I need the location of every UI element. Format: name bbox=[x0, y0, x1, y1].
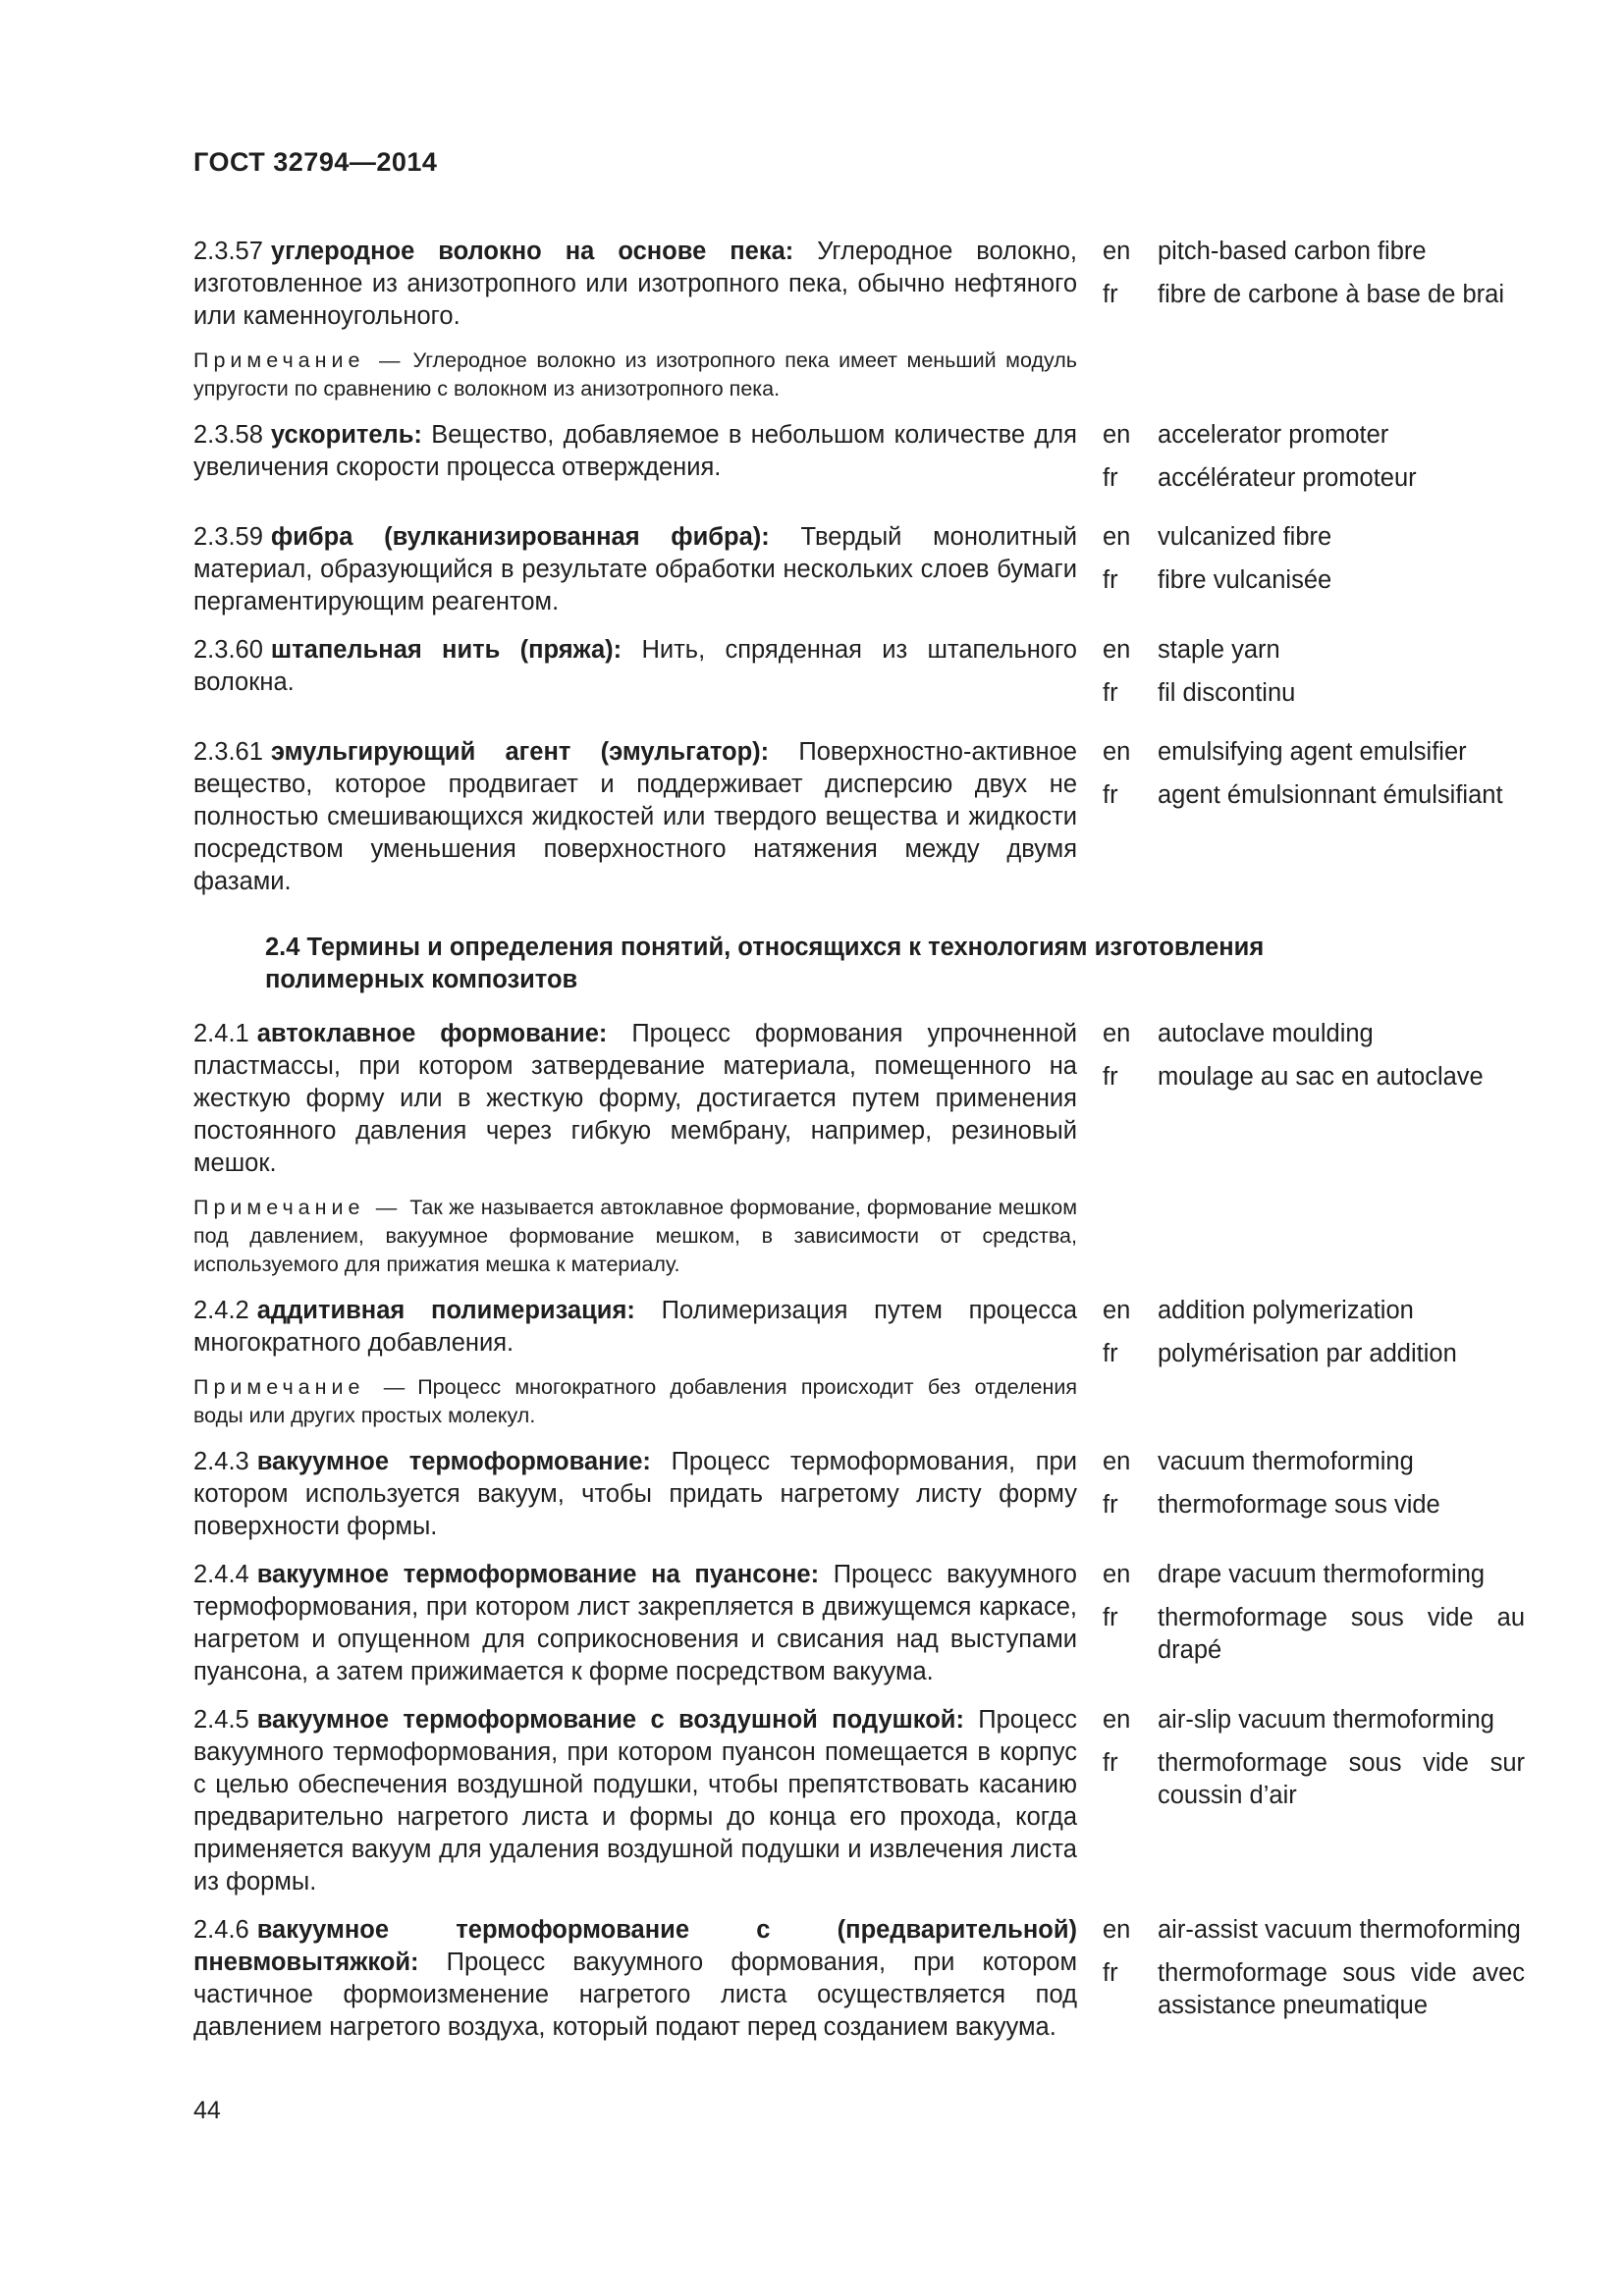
term-number: 2.4.4 bbox=[193, 1561, 249, 1588]
term-entry bbox=[193, 1914, 1529, 2044]
definition-text: Вещество, добавляемое в небольшом количестве для увеличения скорости процесса отверждения. bbox=[193, 421, 1077, 481]
translation-text: addition polymerization bbox=[1158, 1297, 1414, 1324]
translation-row bbox=[1103, 1914, 1525, 1947]
term-name: эмульгирующий агент (эмульгатор): bbox=[270, 738, 770, 766]
translation-row bbox=[1103, 419, 1525, 452]
translation-row bbox=[1103, 1446, 1525, 1478]
language-code: fr bbox=[1103, 464, 1118, 492]
translation-row bbox=[1103, 1602, 1525, 1667]
term-number: 2.3.59 bbox=[193, 523, 263, 551]
definition-paragraph bbox=[193, 1704, 1077, 1898]
term-name: углеродное волокно на основе пека: bbox=[270, 238, 794, 265]
translation-text: thermoformage sous vide au drapé bbox=[1158, 1604, 1525, 1664]
term-number: 2.3.57 bbox=[193, 238, 263, 265]
term-note bbox=[193, 347, 1077, 403]
translation-text: polymérisation par addition bbox=[1158, 1340, 1457, 1367]
translations bbox=[1103, 521, 1525, 618]
translation-row bbox=[1103, 1747, 1525, 1812]
translation-text: fibre vulcanisée bbox=[1158, 566, 1332, 594]
translation-row bbox=[1103, 1061, 1525, 1094]
language-code: en bbox=[1103, 1561, 1131, 1588]
term-name: аддитивная полимеризация: bbox=[256, 1297, 635, 1324]
term-definition bbox=[193, 1559, 1077, 1688]
definition-text: Процесс вакуумного термоформования, при котором лист закрепляется в движущемся каркасе, нагретом и опущенном для соприкосновения и свисания над выступами пуансона, а затем прижимается к форме посредством вакуума. bbox=[193, 1561, 1077, 1685]
translation-text: moulage au sac en autoclave bbox=[1158, 1063, 1484, 1091]
term-name: вакуумное термоформование на пуансоне: bbox=[256, 1561, 820, 1588]
term-definition bbox=[193, 1018, 1077, 1279]
section-heading: 2.4 Термины и определения понятий, относящихся к технологиям изготовления полимерных композитов bbox=[265, 934, 1265, 993]
translation-text: thermoformage sous vide sur coussin d’air bbox=[1158, 1749, 1525, 1809]
translation-row bbox=[1103, 736, 1525, 769]
language-code: en bbox=[1103, 1706, 1131, 1734]
term-definition bbox=[193, 736, 1077, 898]
definition-text: Процесс формования упрочненной пластмассы, при котором затвердевание материала, помещенного на жесткую форму или в жесткую форму, достигается путем применения постоянного давления через гибкую мембрану, например, резиновый мешок. bbox=[193, 1020, 1078, 1177]
term-name: вакуумное термоформование: bbox=[256, 1448, 651, 1475]
translation-row bbox=[1103, 1338, 1525, 1370]
definition-text: Нить, спряденная из штапельного волокна. bbox=[193, 636, 1077, 696]
translation-row bbox=[1103, 634, 1525, 667]
term-entry bbox=[193, 736, 1529, 898]
language-code: en bbox=[1103, 421, 1131, 449]
translations bbox=[1103, 634, 1525, 721]
term-name: фибра (вулканизированная фибра): bbox=[270, 523, 770, 551]
definition-paragraph bbox=[193, 736, 1077, 898]
term-name: автоклавное формование: bbox=[256, 1020, 608, 1047]
language-code: fr bbox=[1103, 1749, 1118, 1777]
language-code: en bbox=[1103, 636, 1131, 664]
term-note bbox=[193, 1194, 1077, 1279]
note-label: Примечание — bbox=[193, 1375, 410, 1399]
translation-text: air-slip vacuum thermoforming bbox=[1158, 1706, 1494, 1734]
page-number: 44 bbox=[193, 2097, 221, 2124]
definition-text: Процесс вакуумного формования, при котором частичное формоизменение нагретого листа осуществляется под давлением нагретого воздуха, который подают перед созданием вакуума. bbox=[193, 1949, 1077, 2041]
term-entry bbox=[193, 1446, 1529, 1543]
language-code: en bbox=[1103, 1448, 1131, 1475]
language-code: en bbox=[1103, 1020, 1131, 1047]
term-entry bbox=[193, 236, 1529, 403]
translation-text: fil discontinu bbox=[1158, 679, 1296, 707]
language-code: en bbox=[1103, 1297, 1131, 1324]
language-code: en bbox=[1103, 238, 1131, 265]
term-entry bbox=[193, 419, 1529, 506]
definition-text: Полимеризация путем процесса многократного добавления. bbox=[193, 1297, 1078, 1357]
term-note bbox=[193, 1373, 1077, 1430]
definition-paragraph bbox=[193, 1446, 1077, 1543]
definition-paragraph bbox=[193, 419, 1077, 484]
translations bbox=[1103, 1559, 1525, 1688]
translation-text: vulcanized fibre bbox=[1158, 523, 1332, 551]
term-name: вакуумное термоформование с (предварительной) пневмовытяжкой: bbox=[193, 1916, 1077, 1976]
translation-text: autoclave moulding bbox=[1158, 1020, 1374, 1047]
term-name: вакуумное термоформование с воздушной подушкой: bbox=[256, 1706, 964, 1734]
term-entry bbox=[193, 1018, 1529, 1279]
term-number: 2.4.6 bbox=[193, 1916, 249, 1944]
translation-text: drape vacuum thermoforming bbox=[1158, 1561, 1486, 1588]
translation-row bbox=[1103, 1559, 1525, 1591]
language-code: fr bbox=[1103, 781, 1118, 809]
translation-row bbox=[1103, 1957, 1525, 2022]
term-definition bbox=[193, 634, 1077, 721]
term-number: 2.4.1 bbox=[193, 1020, 249, 1047]
translations bbox=[1103, 1018, 1525, 1279]
translation-text: thermoformage sous vide avec assistance pneumatique bbox=[1158, 1959, 1525, 2019]
translation-text: pitch-based carbon fibre bbox=[1158, 238, 1427, 265]
language-code: en bbox=[1103, 1916, 1131, 1944]
translation-row bbox=[1103, 1704, 1525, 1736]
translation-row bbox=[1103, 677, 1525, 710]
term-number: 2.3.61 bbox=[193, 738, 263, 766]
translation-text: accelerator promoter bbox=[1158, 421, 1389, 449]
translation-row bbox=[1103, 779, 1525, 812]
definition-paragraph bbox=[193, 1914, 1077, 2044]
definition-text: Углеродное волокно, изготовленное из анизотропного или изотропного пека, обычно нефтяного или каменноугольного. bbox=[193, 238, 1077, 330]
translations bbox=[1103, 1295, 1525, 1430]
translation-text: staple yarn bbox=[1158, 636, 1280, 664]
language-code: fr bbox=[1103, 679, 1118, 707]
term-entry bbox=[193, 1295, 1529, 1430]
term-definition bbox=[193, 1446, 1077, 1543]
definition-text: Процесс вакуумного термоформования, при котором пуансон помещается в корпус с целью обеспечения воздушной подушки, чтобы препятствовать касанию предварительно нагретого листа и формы до конца его прохода, когда применяется вакуум для удаления воздушной подушки и извлечения листа из формы. bbox=[193, 1706, 1077, 1896]
translation-text: vacuum thermoforming bbox=[1158, 1448, 1414, 1475]
translation-row bbox=[1103, 1489, 1525, 1522]
terms-content bbox=[193, 236, 1529, 2059]
translation-row bbox=[1103, 462, 1525, 495]
translations bbox=[1103, 236, 1525, 403]
translation-text: thermoformage sous vide bbox=[1158, 1491, 1440, 1519]
term-number: 2.3.60 bbox=[193, 636, 263, 664]
term-entry bbox=[193, 1559, 1529, 1688]
term-definition bbox=[193, 1914, 1077, 2044]
translations bbox=[1103, 419, 1525, 506]
language-code: fr bbox=[1103, 1340, 1118, 1367]
term-number: 2.4.3 bbox=[193, 1448, 249, 1475]
language-code: fr bbox=[1103, 566, 1118, 594]
translation-row bbox=[1103, 521, 1525, 554]
translations bbox=[1103, 736, 1525, 898]
definition-text: Процесс термоформования, при котором используется вакуум, чтобы придать нагретому листу форму поверхности формы. bbox=[193, 1448, 1077, 1540]
term-name: ускоритель: bbox=[270, 421, 422, 449]
note-text: Процесс многократного добавления происходит без отделения воды или других простых молекул. bbox=[193, 1375, 1078, 1427]
language-code: fr bbox=[1103, 281, 1118, 308]
page-header: ГОСТ 32794—2014 bbox=[193, 147, 438, 177]
translations bbox=[1103, 1914, 1525, 2044]
definition-text: Поверхностно-активное вещество, которое продвигает и поддерживает дисперсию двух не полностью смешивающихся жидкостей или твердого вещества и жидкости посредством уменьшения поверхностного натяжения между двумя фазами. bbox=[193, 738, 1077, 895]
translation-text: agent émulsionnant émulsifiant bbox=[1158, 781, 1503, 809]
definition-text: Твердый монолитный материал, образующийся в результате обработки нескольких слоев бумаги пергаментирующим реагентом. bbox=[193, 523, 1078, 615]
term-number: 2.4.5 bbox=[193, 1706, 249, 1734]
term-name: штапельная нить (пряжа): bbox=[270, 636, 623, 664]
term-entry bbox=[193, 634, 1529, 721]
language-code: en bbox=[1103, 738, 1131, 766]
translation-text: air-assist vacuum thermoforming bbox=[1158, 1916, 1521, 1944]
term-definition bbox=[193, 419, 1077, 506]
translation-row bbox=[1103, 564, 1525, 597]
note-text: Углеродное волокно из изотропного пека имеет меньший модуль упругости по сравнению с волокном из анизотропного пека. bbox=[193, 348, 1078, 400]
definition-paragraph bbox=[193, 634, 1077, 699]
term-entry bbox=[193, 521, 1529, 618]
term-number: 2.3.58 bbox=[193, 421, 263, 449]
term-definition bbox=[193, 521, 1077, 618]
definition-paragraph bbox=[193, 236, 1077, 333]
language-code: fr bbox=[1103, 1063, 1118, 1091]
note-label: Примечание — bbox=[193, 1196, 403, 1219]
translations bbox=[1103, 1446, 1525, 1543]
term-entry bbox=[193, 1704, 1529, 1898]
translation-row bbox=[1103, 1018, 1525, 1050]
note-label: Примечание — bbox=[193, 348, 406, 372]
language-code: fr bbox=[1103, 1491, 1118, 1519]
term-definition bbox=[193, 1704, 1077, 1898]
translation-text: accélérateur promoteur bbox=[1158, 464, 1417, 492]
translation-row bbox=[1103, 279, 1525, 311]
note-text: Так же называется автоклавное формование, формование мешком под давлением, вакуумное формование мешком, в зависимости от средства, используемого для прижатия мешка к материалу. bbox=[193, 1196, 1077, 1276]
translation-row bbox=[1103, 1295, 1525, 1327]
definition-paragraph bbox=[193, 1018, 1077, 1180]
definition-paragraph bbox=[193, 521, 1077, 618]
language-code: fr bbox=[1103, 1959, 1118, 1987]
language-code: en bbox=[1103, 523, 1131, 551]
definition-paragraph bbox=[193, 1295, 1077, 1360]
term-definition bbox=[193, 236, 1077, 403]
translations bbox=[1103, 1704, 1525, 1898]
translation-row bbox=[1103, 236, 1525, 268]
term-number: 2.4.2 bbox=[193, 1297, 249, 1324]
term-definition bbox=[193, 1295, 1077, 1430]
translation-text: emulsifying agent emulsifier bbox=[1158, 738, 1467, 766]
definition-paragraph bbox=[193, 1559, 1077, 1688]
translation-text: fibre de carbone à base de brai bbox=[1158, 281, 1504, 308]
language-code: fr bbox=[1103, 1604, 1118, 1631]
